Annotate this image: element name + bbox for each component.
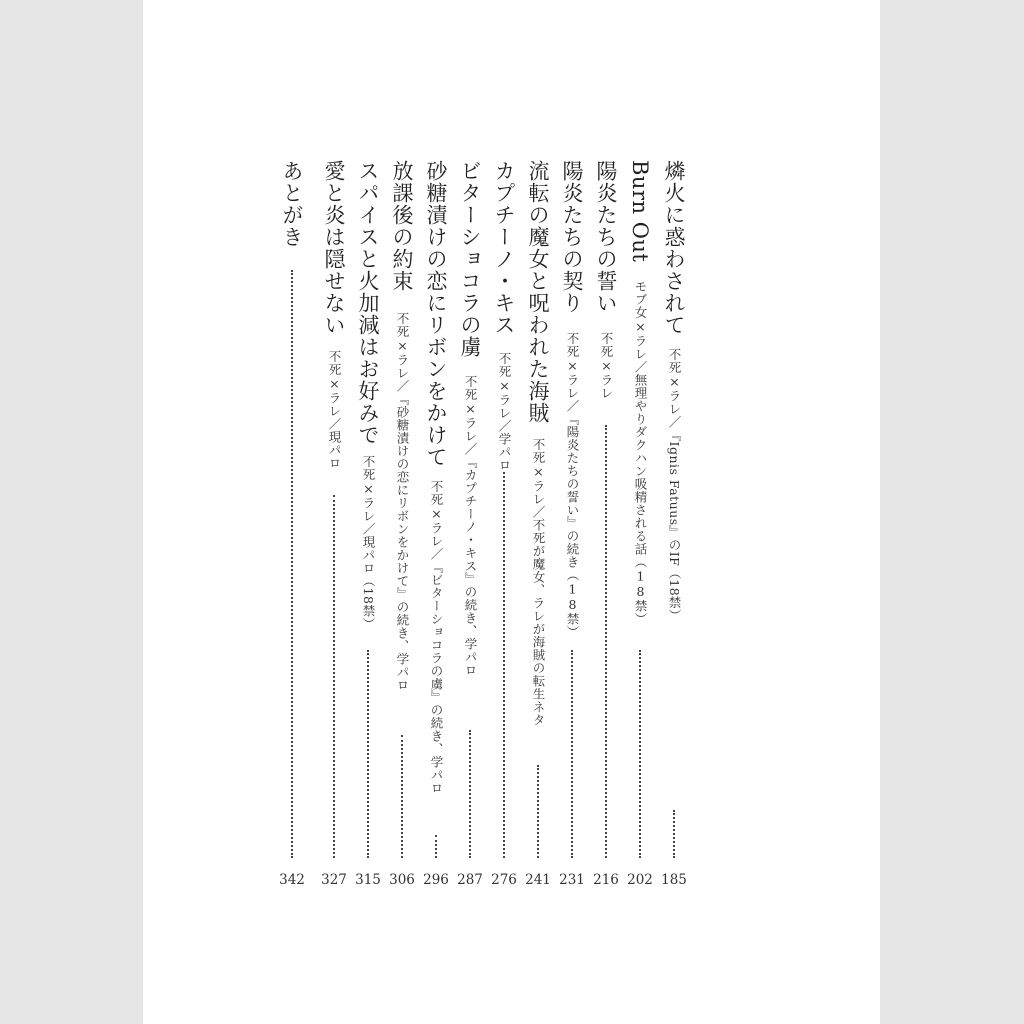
toc-title: スパイスと火加減はお好みで — [356, 160, 380, 446]
dot-leader — [333, 495, 335, 858]
toc-title: カプチーノ・キス — [492, 160, 516, 336]
toc-page-number: 306 — [389, 872, 415, 888]
toc-note: 不死×ラレ — [599, 332, 614, 400]
toc-title: 燐火に惑わされて — [662, 160, 686, 336]
toc-note: 不死×ラレ／『カプチーノ・キス』の続き、学パロ — [463, 375, 478, 677]
dot-leader — [639, 650, 641, 858]
toc-entry-1 — [661, 160, 687, 890]
toc-page-number: 287 — [457, 872, 483, 888]
toc-note: 不死×ラレ／不死が魔女、ラレが海賊の転生ネタ — [531, 438, 546, 727]
toc-page-number: 276 — [491, 872, 517, 888]
toc-page-number: 296 — [423, 872, 449, 888]
toc-entry-2 — [627, 160, 653, 890]
toc-page-number: 231 — [559, 872, 585, 888]
toc-page-number: 342 — [279, 872, 305, 888]
toc-note: 不死×ラレ／『陽炎たちの誓い』の続き（18禁） — [565, 332, 580, 639]
dot-leader — [401, 735, 403, 858]
toc-page-number: 241 — [525, 872, 551, 888]
toc-note: 不死×ラレ／現パロ — [327, 350, 342, 470]
dot-leader — [469, 730, 471, 858]
toc-note: 不死×ラレ／『砂糖漬けの恋にリボンをかけて』の続き、学パロ — [395, 312, 410, 692]
toc-entry-6 — [491, 160, 517, 890]
toc-note: モブ女×ラレ／無理やりダクハン吸精される話（18禁） — [633, 280, 648, 626]
toc-entry-4 — [559, 160, 585, 890]
toc-entry-12 — [279, 160, 305, 890]
dot-leader — [537, 765, 539, 858]
toc-entry-10 — [355, 160, 381, 890]
dot-leader — [605, 425, 607, 858]
dot-leader — [291, 270, 293, 858]
toc-page-number: 315 — [355, 872, 381, 888]
toc-note: 不死×ラレ／『ビターショコラの虜』の続き、学パロ — [429, 480, 444, 795]
toc-title: 愛と炎は隠せない — [322, 160, 346, 336]
toc-title: Burn Out — [628, 160, 652, 263]
toc-entry-7 — [457, 160, 483, 890]
dot-leader — [503, 472, 505, 858]
toc-title: 放課後の約束 — [390, 160, 414, 292]
toc-title: 陽炎たちの契り — [560, 160, 584, 314]
toc-entry-3 — [593, 160, 619, 890]
toc-note: 不死×ラレ／『Ignis Fatuus』のIF（18禁） — [667, 348, 682, 623]
toc-page-number: 216 — [593, 872, 619, 888]
toc-entry-11 — [321, 160, 347, 890]
toc-entry-5 — [525, 160, 551, 890]
dot-leader — [571, 650, 573, 858]
toc-title: あとがき — [280, 160, 304, 248]
toc-title: 流転の魔女と呪われた海賊 — [526, 160, 550, 424]
book-page — [143, 0, 880, 1024]
toc-page-number: 185 — [661, 872, 687, 888]
dot-leader — [367, 650, 369, 858]
toc-note: 不死×ラレ／学パロ — [497, 352, 512, 472]
dot-leader — [673, 810, 675, 858]
dot-leader — [435, 835, 437, 858]
toc-title: 砂糖漬けの恋にリボンをかけて — [424, 160, 448, 468]
toc-entry-9 — [389, 160, 415, 890]
toc-title: ビターショコラの虜 — [458, 160, 482, 358]
toc-page-number: 327 — [321, 872, 347, 888]
toc-title: 陽炎たちの誓い — [594, 160, 618, 314]
toc-entry-8 — [423, 160, 449, 890]
toc-note: 不死×ラレ／現パロ（18禁） — [361, 455, 376, 631]
toc-page-number: 202 — [627, 872, 653, 888]
